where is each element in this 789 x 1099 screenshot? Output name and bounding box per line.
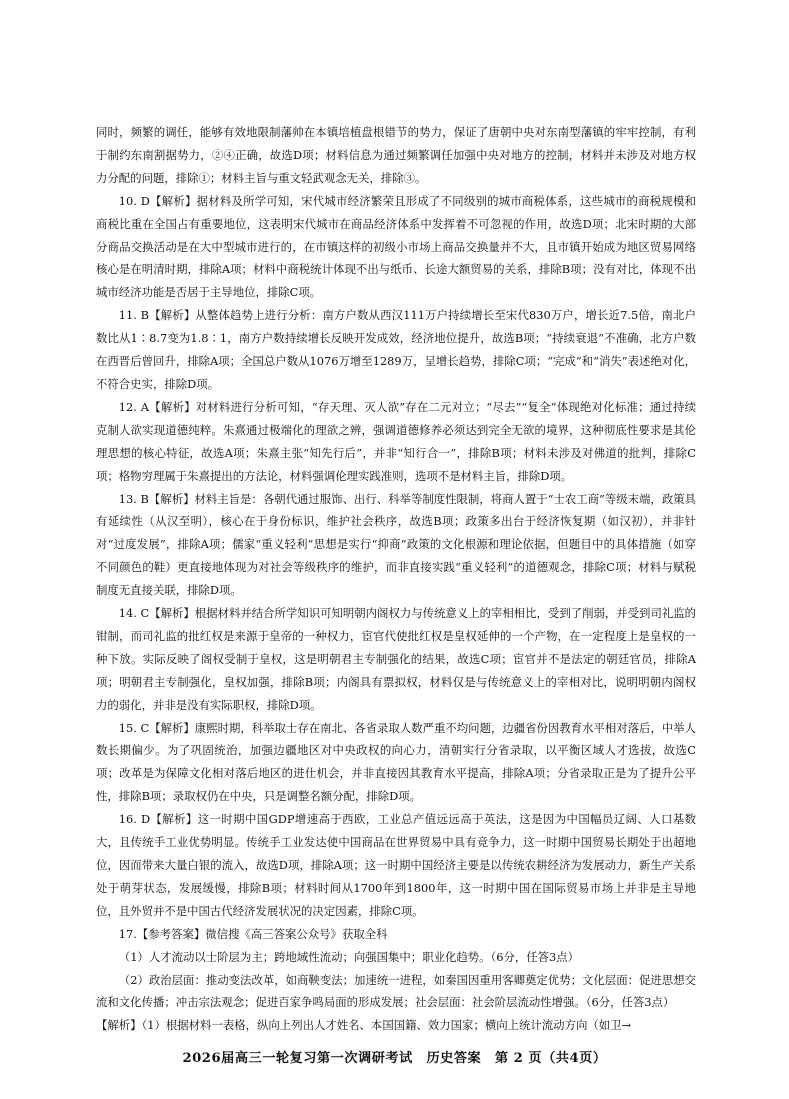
answer-17-part1: （1）人才流动以士阶层为主；跨地域性流动；向强国集中；职业化趋势。（6分，任答3点）: [118, 949, 580, 964]
answer-17-heading: 17.【参考答案】微信搜《高三答案公众号》获取全科: [118, 926, 388, 941]
answer-17-analysis: 【解析】（1）根据材料一表格，纵向上列出人才姓名、本国国籍、效力国家；横向上统计流动方向（如卫→: [96, 1018, 632, 1033]
answer-17-part2: （2）政治层面：推动变法改革，如商鞅变法；加速统一进程，如秦国因重用客卿奠定优势；文化层面：促进思想交流和文化传播；冲击宗法观念；促进百家争鸣局面的形成发展；社会层面：社会阶层流动性增强。（6分，任答3点）: [96, 972, 696, 1010]
page-footer: 2026届高三一轮复习第一次调研考试 历史答案 第 2 页（共4页）: [182, 1051, 607, 1066]
answer-body: [96, 121, 696, 1037]
paragraph-continued: 同时，频繁的调任，能够有效地限制藩帅在本镇培植盘根错节的势力，保证了唐朝中央对东南型藩镇的牢牢控制，有利于制约东南割据势力，②④正确，故选D项；材料信息为通过频繁调任加强中央对地方的控制，材料并未涉及对地方权力分配的问题，排除①；材料主旨与重文轻武观念无关，排除③。: [96, 125, 696, 185]
answer-12: 12. A【解析】对材料进行分析可知，“存天理、灭人欲”存在二元对立；“尽去”“复全”体现绝对化标准；通过持续克制人欲实现道德纯粹。朱熹通过极端化的理欲之辨，强调道德修养必须达到完全无欲的境界，这种彻底性要求是其伦理思想的核心特征，故选A项；朱熹主张“知先行后”，并非“知行合一”，排除B项；材料未涉及对佛道的批判，排除C项；格物穷理属于朱熹提出的方法论，材料强调伦理实践准则，选项不是材料主旨，排除D项。: [96, 399, 696, 483]
answer-10: 10. D【解析】据材料及所学可知，宋代城市经济繁荣且形成了不同级别的城市商税体系，这些城市的商税规模和商税比重在全国占有重要地位，这表明宋代城市在商品经济体系中发挥着不可忽视的作用，故选D项；北宋时期的大部分商品交换活动是在大中型城市进行的，在市镇这样的初级小市场上商品交换量并不大，且市镇开始成为地区贸易网络核心是在明清时期，排除A项；材料中商税统计体现不出与纸币、长途大额贸易的关系，排除B项；没有对比，体现不出城市经济功能是否居于主导地位，排除C项。: [96, 193, 696, 300]
answer-13: 13. B【解析】材料主旨是：各朝代通过服饰、出行、科举等制度性限制，将商人置于“士农工商”等级末端，政策具有延续性（从汉至明），核心在于身份标识，维护社会秩序，故选B项；政策多出台于经济恢复期（如汉初），并非针对“过度发展”，排除A项；儒家“重义轻利”思想是实行“抑商”政策的文化根源和理论依据，但题目中的具体措施（如穿不同颜色的鞋）更直接地体现为对社会等级秩序的维护，而非直接实践“重义轻利”的道德观念，排除C项；材料与赋税制度无直接关联，排除D项。: [96, 491, 696, 598]
answer-16: 16. D【解析】这一时期中国GDP增速高于西欧，工业总产值远远高于英法，这是因为中国幅员辽阔、人口基数大，且传统手工业优势明显。传统手工业发达使中国商品在世界贸易中具有竞争力，这一时期中国贸易长期处于出超地位，因而带来大量白银的流入，故选D项，排除A项；这一时期中国经济主要是以传统农耕经济为发展动力，新生产关系处于萌芽状态，发展缓慢，排除B项；材料时间从1700年到1800年，这一时期中国在国际贸易市场上并非是主导地位，且外贸并不是中国古代经济发展状况的决定因素，排除C项。: [96, 812, 696, 918]
answer-11: 11. B【解析】从整体趋势上进行分析：南方户数从西汉111万户持续增长至宋代830万户，增长近7.5倍，南北户数比从1∶8.7变为1.8∶1，南方户数持续增长反映开发成效，经济地位提升，故选B项；“持续衰退”不准确，北方户数在西晋后曾回升，排除A项；全国总户数从1076万增至1289万，呈增长趋势，排除C项；“完成”和“消失”表述绝对化，不符合史实，排除D项。: [96, 308, 696, 391]
answer-14: 14. C【解析】根据材料并结合所学知识可知明朝内阁权力与传统意义上的宰相相比，受到了削弱，并受到司礼监的钳制，而司礼监的批红权是来源于皇帝的一种权力，宦官代使批红权是皇权延伸的一个产物，在一定程度上是皇权的一种下放。实际反映了阁权受制于皇权，这是明朝君主专制强化的结果，故选C项；宦官并不是法定的朝廷官员，排除A项；明朝君主专制强化，皇权加强，排除B项；内阁具有票拟权，材料仅是与传统意义上的宰相对比，说明明朝内阁权力的弱化，并非是没有实际职权，排除D项。: [96, 606, 697, 712]
answer-15: 15. C【解析】康熙时期，科举取士存在南北、各省录取人数严重不均问题，边疆省份因教育水平相对落后，中举人数长期偏少。为了巩固统治，加强边疆地区对中央政权的向心力，清朝实行分省录取，以平衡区域人才选拔，故选C项；改革是为保障文化相对落后地区的进仕机会，并非直接因其教育水平提高，排除A项；分省录取正是为了提升公平性，排除B项；录取权仍在中央，只是调整名额分配，排除D项。: [96, 720, 697, 804]
